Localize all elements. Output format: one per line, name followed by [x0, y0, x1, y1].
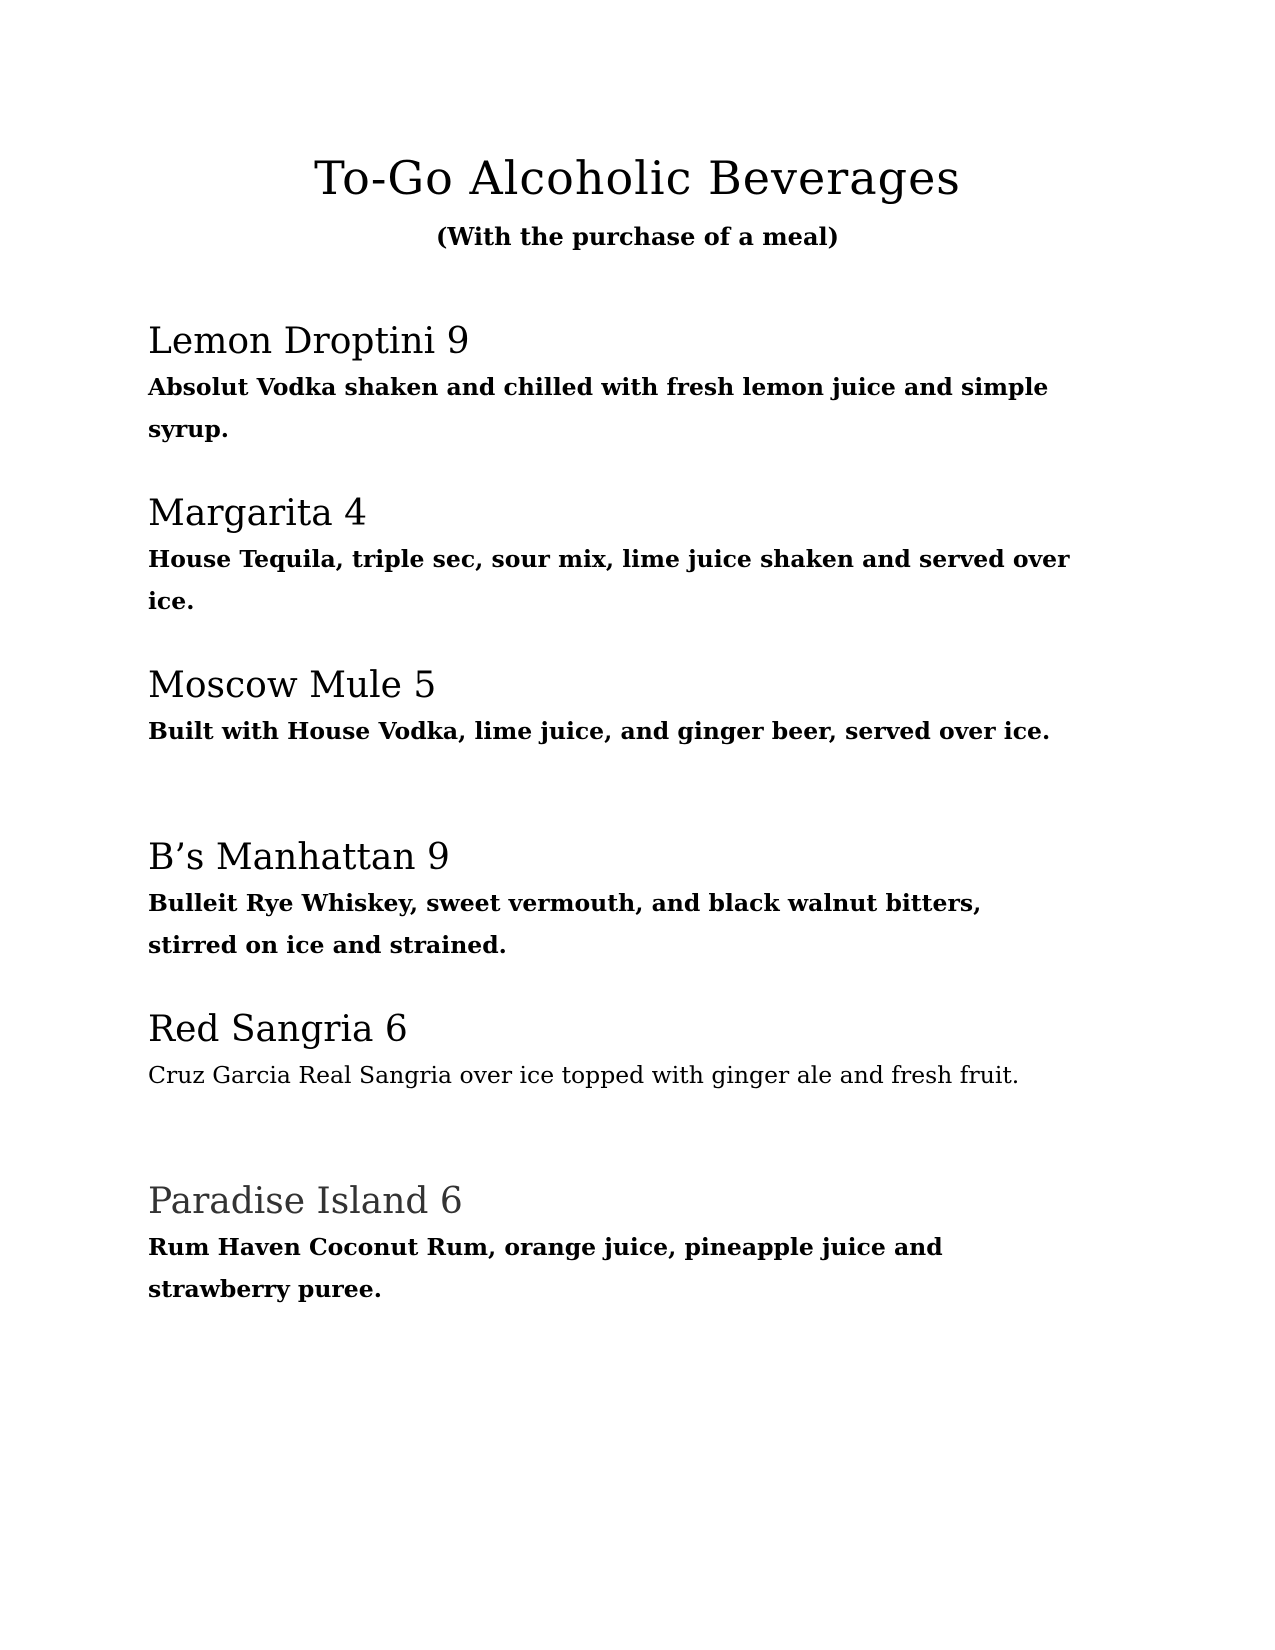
menu-item-name: Paradise Island 6 [148, 1181, 463, 1222]
menu-item-paradise-island [148, 1178, 1138, 1350]
menu-item-description: Absolut Vodka shaken and chilled with fresh lemon juice and simple syrup. [148, 373, 1049, 443]
menu-item-lemon-droptini [148, 318, 1138, 490]
menu-item-name: Margarita 4 [148, 493, 368, 534]
page-title: To-Go Alcoholic Beverages [314, 151, 961, 205]
beverage-list [148, 318, 1138, 1350]
menu-item-description: Built with House Vodka, lime juice, and ginger beer, served over ice. [148, 717, 1051, 745]
menu-item-description: Cruz Garcia Real Sangria over ice topped with ginger ale and fresh fruit. [148, 1061, 1020, 1089]
menu-item-margarita [148, 490, 1138, 662]
menu-item-name: Lemon Droptini 9 [148, 321, 470, 362]
menu-item-description: Bulleit Rye Whiskey, sweet vermouth, and black walnut bitters, stirred on ice and strained. [148, 889, 982, 959]
menu-item-name: B’s Manhattan 9 [148, 837, 450, 878]
menu-item-red-sangria [148, 1006, 1138, 1178]
menu-item-description: House Tequila, triple sec, sour mix, lime juice shaken and served over ice. [148, 545, 1070, 615]
page-subtitle: (With the purchase of a meal) [436, 222, 839, 251]
menu-item-name: Red Sangria 6 [148, 1009, 408, 1050]
menu-item-manhattan [148, 834, 1138, 1006]
menu-item-description: Rum Haven Coconut Rum, orange juice, pineapple juice and strawberry puree. [148, 1233, 943, 1303]
menu-item-name: Moscow Mule 5 [148, 665, 437, 706]
menu-item-moscow-mule [148, 662, 1138, 834]
